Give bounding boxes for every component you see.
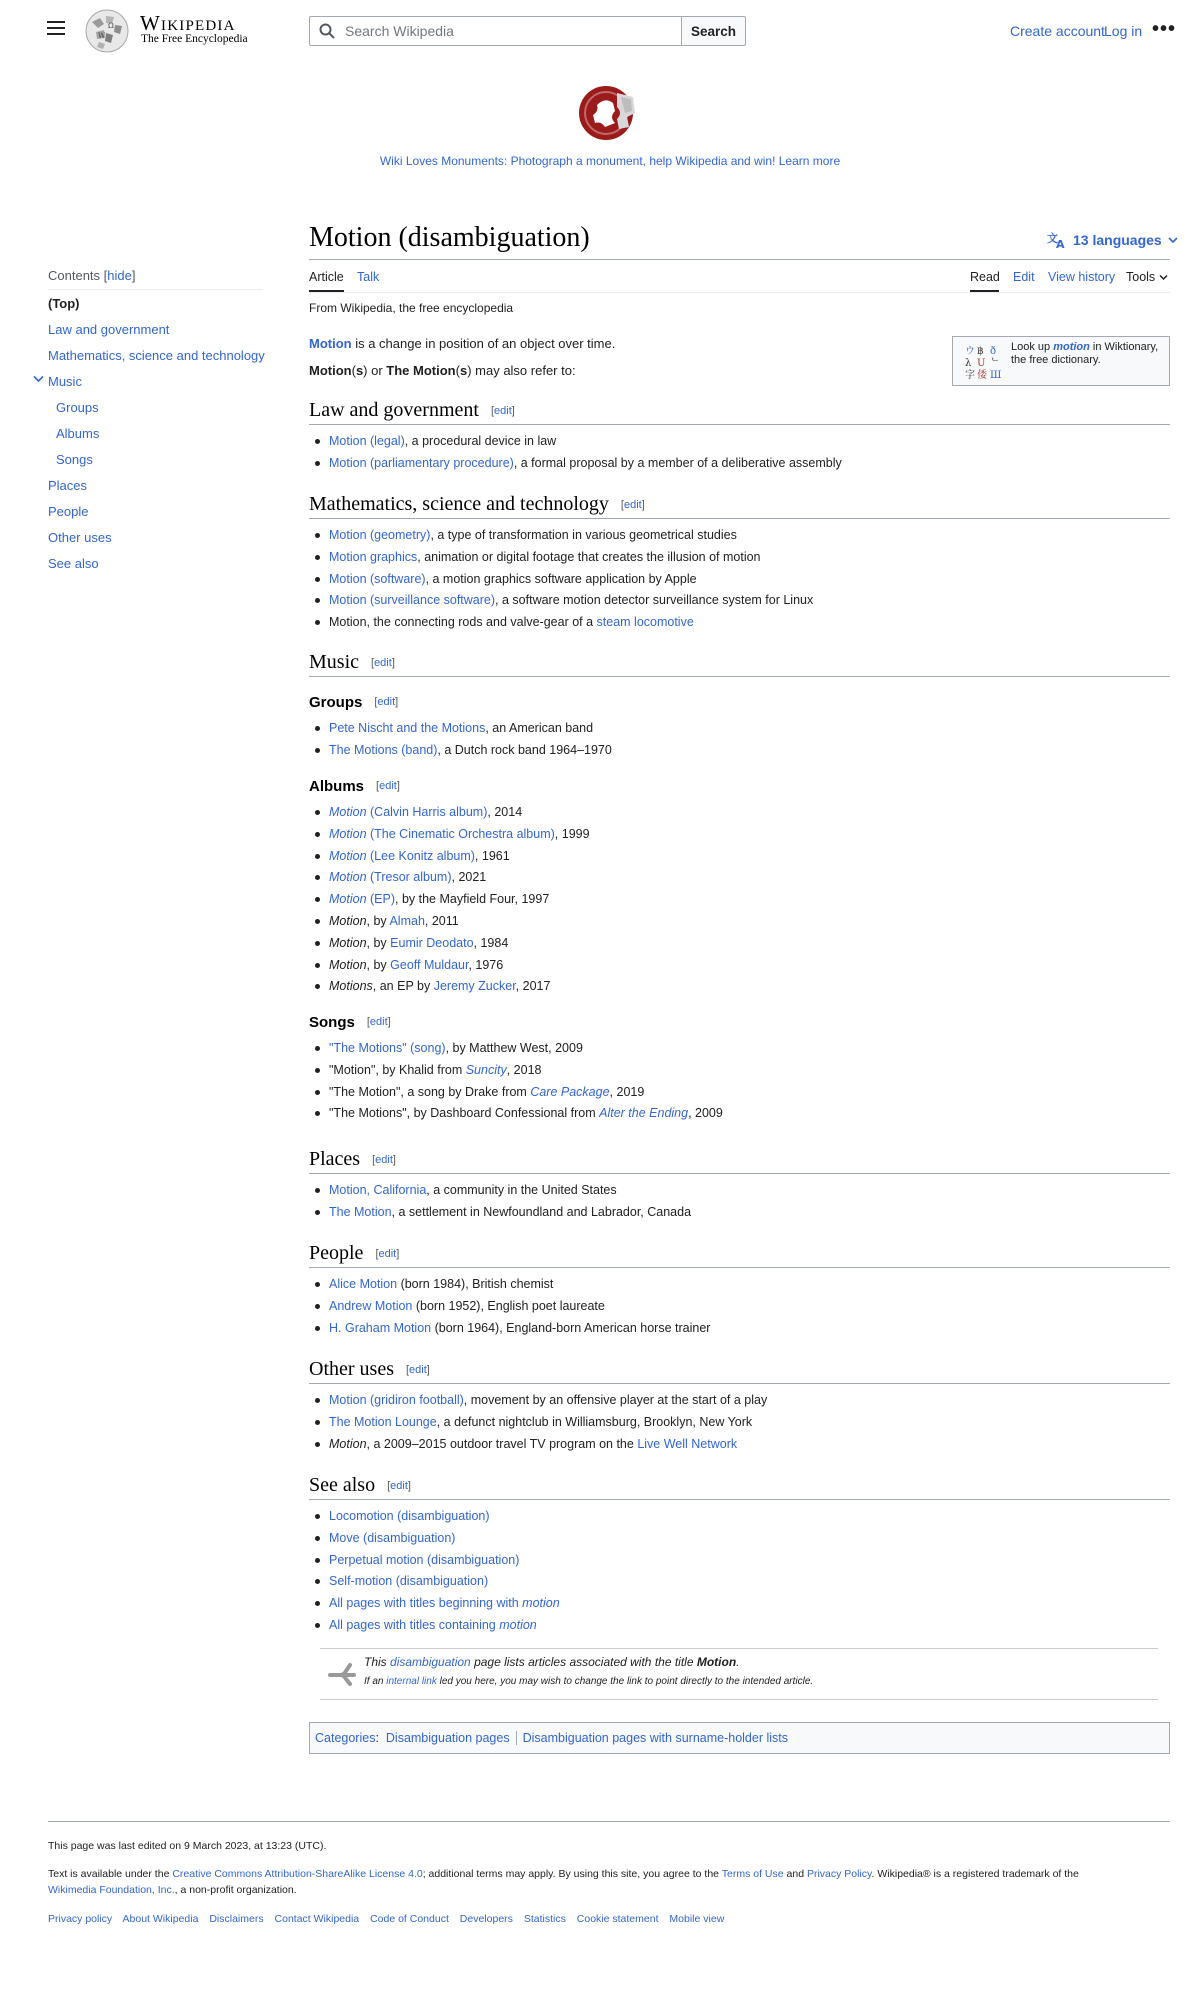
footer-link-about[interactable]: About Wikipedia (122, 1913, 199, 1925)
list-item (309, 1573, 560, 1595)
italic-title: Motion (329, 848, 367, 863)
bold-term: Motion (696, 1655, 737, 1669)
last-edited: This page was last edited on 9 March 2023, at 13:23 (UTC). (48, 1840, 327, 1852)
section-divider (309, 1499, 1170, 1500)
list-link[interactable]: Motion (software) (329, 571, 426, 586)
heading-text: See also (309, 1474, 376, 1496)
svg-text:λ: λ (965, 358, 972, 369)
heading-text: Mathematics, science and technology (309, 493, 609, 515)
list-link[interactable]: H. Graham Motion (329, 1320, 432, 1335)
text: page lists articles associated with the title (470, 1655, 697, 1669)
list-link[interactable]: steam locomotive (596, 615, 694, 630)
category-link[interactable]: Disambiguation pages with surname-holder lists (522, 1731, 788, 1745)
banner-campaign-link[interactable]: Wiki Loves Monuments: Photograph a monument, help Wikipedia and win! (379, 154, 776, 168)
footer-divider (48, 1821, 1170, 1822)
text: , 2009 (688, 1106, 723, 1121)
list-item (309, 1105, 723, 1127)
text: , a non-profit organization. (174, 1884, 297, 1896)
italic-title: Motion (329, 892, 367, 907)
text: "The Motions", by Dashboard Confessional from (329, 1106, 600, 1121)
text: , a defunct nightclub in Williamsburg, Brooklyn, New York (436, 1414, 753, 1429)
toc-collapse-icon[interactable] (33, 375, 44, 383)
list-item (309, 1530, 560, 1552)
list-albums (309, 804, 590, 1000)
svg-text:A: A (1056, 238, 1065, 249)
text: Look up (1011, 341, 1054, 353)
link-text: (Lee Konitz album) (366, 848, 475, 863)
toc-hide-link[interactable]: hide (107, 268, 132, 283)
section-heading-people: People [edit] (309, 1242, 400, 1264)
tab-edit[interactable]: Edit (1013, 270, 1035, 284)
disambiguation-link[interactable]: disambiguation (390, 1655, 471, 1669)
more-options-icon[interactable]: ••• (1152, 18, 1177, 40)
language-count: 13 languages (1073, 232, 1162, 248)
list-item (309, 571, 813, 593)
text: , by Matthew West, 2009 (445, 1041, 583, 1055)
list-link[interactable]: Motion graphics (329, 549, 418, 564)
link-text: All pages with titles beginning with (329, 1596, 523, 1611)
list-item (309, 1617, 560, 1639)
list-item (309, 1414, 767, 1436)
section-divider (309, 518, 1170, 519)
section-divider (309, 1267, 1170, 1268)
link-text: (Calvin Harris album) (366, 805, 488, 819)
list-item (309, 804, 590, 826)
text: , 2018 (506, 1062, 542, 1077)
list-item (309, 1084, 723, 1106)
create-account-link[interactable]: Create account (1010, 23, 1105, 39)
section-divider (309, 424, 1170, 425)
text: , a software motion detector surveillance system for Linux (495, 593, 814, 608)
italic-title: Motion (329, 957, 367, 972)
italic-title: Motion (329, 935, 367, 950)
intro-paragraph (309, 336, 615, 351)
list-link[interactable]: Motion, California (329, 1183, 427, 1197)
wikipedia-wordmark[interactable]: Wikipedia (140, 11, 236, 35)
heading-text: Music (309, 651, 359, 673)
list-link[interactable]: "The Motions" (song) (329, 1041, 446, 1055)
text: , movement by an offensive player at the start of a play (463, 1393, 768, 1407)
svg-text:Ш: Ш (990, 370, 1002, 381)
text: , animation or digital footage that creates the illusion of motion (417, 549, 761, 564)
toc-item-top[interactable]: (Top) (48, 296, 80, 311)
svg-text:倭: 倭 (977, 370, 987, 381)
toc-item-math[interactable]: Mathematics, science and technology (48, 348, 265, 363)
footer-link-developers[interactable]: Developers (459, 1913, 513, 1925)
edit-section-link[interactable]: edit (378, 1248, 397, 1260)
list-item (309, 1276, 710, 1298)
disambiguation-hint (364, 1676, 813, 1687)
text: , by (366, 935, 391, 950)
toc-item-other-uses[interactable]: Other uses (48, 530, 112, 545)
edit-section-link[interactable]: edit (374, 657, 392, 669)
title-divider (309, 259, 1170, 260)
list-item (309, 1040, 723, 1062)
italic-title: Motions (329, 979, 373, 994)
svg-text:W: W (98, 32, 106, 40)
disambiguation-notice (320, 1648, 1158, 1700)
list-people (309, 1276, 710, 1341)
site-header (0, 0, 1200, 60)
list-link[interactable]: Move (disambiguation) (329, 1530, 456, 1545)
text: , a settlement in Newfoundland and Labrador, Canada (391, 1204, 692, 1219)
text: led you here, you may wish to change the link to point directly to the intended article. (436, 1676, 814, 1687)
footer-link-cookie[interactable]: Cookie statement (576, 1913, 659, 1925)
text: . Wikipedia® is a registered trademark of the (871, 1868, 1079, 1880)
list-link[interactable]: Self-motion (disambiguation) (329, 1574, 489, 1589)
main-menu-icon[interactable] (47, 19, 67, 37)
categories-link[interactable]: Categories (315, 1731, 376, 1745)
section-divider (309, 676, 1170, 677)
license-text (48, 1866, 1170, 1898)
subsection-heading-albums: Albums [edit] (309, 778, 400, 795)
list-item (309, 592, 813, 614)
wikipedia-tagline: The Free Encyclopedia (141, 33, 248, 45)
list-item (309, 1436, 767, 1458)
text: "Motion", by Khalid from (329, 1062, 466, 1077)
toc-item-people[interactable]: People (48, 504, 89, 519)
list-item (309, 549, 813, 571)
footer-link-statistics[interactable]: Statistics (523, 1913, 566, 1925)
toc-item-law[interactable]: Law and government (48, 322, 170, 337)
bold-term: Motion (309, 363, 352, 378)
list-link[interactable]: Almah (389, 913, 425, 928)
text: ) or (363, 363, 387, 378)
section-heading-see-also: See also [edit] (309, 1474, 411, 1496)
tab-view-history[interactable]: View history (1048, 270, 1116, 284)
heading-text: Law and government (309, 399, 479, 421)
list-law (309, 433, 842, 477)
list-link[interactable]: Motion (geometry) (329, 528, 431, 542)
list-item (309, 1595, 560, 1617)
login-link[interactable]: Log in (1104, 23, 1143, 39)
footer-link-contact[interactable]: Contact Wikipedia (274, 1913, 360, 1925)
edit-section-link[interactable]: edit (494, 405, 512, 417)
text: , 2011 (424, 913, 459, 928)
text: , a community in the United States (426, 1183, 617, 1197)
list-link[interactable] (329, 805, 487, 819)
list-link[interactable]: The Motion (329, 1204, 392, 1219)
list-places (309, 1182, 691, 1226)
italic-term: motion (499, 1617, 537, 1632)
wiktionary-word-link[interactable]: motion (1053, 341, 1090, 353)
section-divider (309, 1173, 1170, 1174)
list-item (309, 935, 590, 957)
bold-term: s (355, 363, 364, 378)
list-link[interactable]: Suncity (465, 1062, 507, 1077)
banner-learn-more-link[interactable]: Learn more (778, 154, 841, 168)
text: This (364, 1655, 391, 1669)
text: , 1961 (474, 848, 510, 863)
list-link[interactable]: Motion (gridiron football) (329, 1393, 464, 1407)
list-item (309, 1298, 710, 1320)
svg-text:文: 文 (1047, 232, 1058, 245)
text: , a Dutch rock band 1964–1970 (437, 742, 612, 757)
list-link[interactable]: The Motion Lounge (329, 1414, 437, 1429)
text: ) may also refer to: (467, 363, 576, 378)
search-input[interactable] (343, 17, 673, 45)
list-link[interactable]: Care Package (530, 1084, 610, 1099)
heading-text: Other uses (309, 1358, 394, 1380)
list-item (309, 891, 590, 913)
intro-refer-line (309, 363, 576, 378)
heading-text: Groups (309, 694, 363, 711)
section-heading-math: Mathematics, science and technology [edit] (309, 493, 645, 515)
text: , 1984 (473, 935, 509, 950)
text: , 2021 (451, 870, 487, 885)
list-item (309, 978, 590, 1000)
footer-link-code-of-conduct[interactable]: Code of Conduct (370, 1913, 449, 1925)
list-groups (309, 720, 612, 764)
disambiguation-icon (328, 1661, 358, 1687)
list-link[interactable]: Andrew Motion (329, 1298, 413, 1313)
text: "The Motion", a song by Drake from (329, 1084, 531, 1099)
text: , by the Mayfield Four, 1997 (395, 892, 550, 907)
campaign-banner (0, 154, 1200, 168)
list-link[interactable] (329, 870, 452, 884)
list-item (309, 1508, 560, 1530)
italic-title: Motion (329, 913, 367, 928)
category-links (309, 1722, 1170, 1754)
heading-text: Songs (309, 1014, 355, 1031)
link-text: All pages with titles containing (329, 1617, 500, 1632)
list-item (309, 614, 813, 636)
list-link[interactable] (329, 1618, 537, 1632)
tabs-divider (309, 292, 1170, 293)
toc-item-groups[interactable]: Groups (56, 400, 99, 415)
wikimedia-foundation-link[interactable]: Wikimedia Foundation, Inc. (48, 1884, 175, 1896)
category-link[interactable]: Disambiguation pages (385, 1731, 510, 1745)
list-link[interactable] (329, 892, 395, 906)
list-item (309, 1182, 691, 1204)
text: in Wiktionary, the free dictionary. (1011, 341, 1159, 366)
text: ( (455, 363, 460, 378)
bold-term: s (459, 363, 468, 378)
text: , an EP by (372, 979, 434, 994)
footer-link-mobile-view[interactable]: Mobile view (669, 1913, 725, 1925)
subsection-heading-songs: Songs [edit] (309, 1014, 391, 1031)
text: , a type of transformation in various geometrical studies (430, 528, 737, 542)
section-heading-places: Places [edit] (309, 1148, 396, 1170)
search-button[interactable]: Search (681, 16, 746, 46)
search-icon (319, 23, 335, 39)
section-heading-music: Music [edit] (309, 651, 395, 673)
toc-item-see-also[interactable]: See also (48, 556, 99, 571)
text: (born 1984), British chemist (397, 1277, 554, 1291)
list-link[interactable]: Jeremy Zucker (433, 979, 516, 994)
heading-text: Albums (309, 778, 365, 795)
terms-of-use-link[interactable]: Terms of Use (721, 1868, 784, 1880)
list-link[interactable]: Geoff Muldaur (390, 957, 469, 972)
list-link[interactable]: Pete Nischt and the Motions (329, 721, 486, 735)
list-link[interactable]: Motion (legal) (329, 434, 405, 448)
edit-section-link[interactable]: edit (379, 780, 397, 792)
text: , a motion graphics software application by Apple (425, 571, 697, 586)
list-item (309, 1204, 691, 1226)
wiki-loves-monuments-logo[interactable] (575, 83, 643, 143)
edit-section-link[interactable]: edit (369, 1016, 388, 1028)
link-text: (The Cinematic Orchestra album) (366, 826, 555, 841)
list-item (309, 826, 590, 848)
edit-section-link[interactable]: edit (390, 1480, 408, 1492)
text: , 1976 (468, 957, 504, 972)
text: , 1999 (554, 826, 590, 841)
toc-item-songs[interactable]: Songs (56, 452, 93, 467)
list-link[interactable] (329, 827, 555, 841)
category-separator (516, 1731, 517, 1745)
list-item (309, 1062, 723, 1084)
list-item (309, 869, 590, 891)
text: , 2017 (515, 979, 551, 994)
list-link[interactable]: Motion (surveillance software) (329, 593, 496, 608)
list-link[interactable]: Alter the Ending (599, 1106, 689, 1121)
license-link[interactable]: Creative Commons Attribution-ShareAlike License 4.0 (172, 1868, 423, 1880)
italic-title: Motion (329, 805, 367, 819)
link-text: (EP) (366, 892, 396, 907)
intro-text: is a change in position of an object over time. (351, 336, 616, 351)
footer-links (48, 1913, 732, 1925)
svg-text:U: U (977, 358, 986, 369)
heading-text: Places (309, 1148, 361, 1170)
toc-item-albums[interactable]: Albums (56, 426, 100, 441)
edit-section-link[interactable]: edit (375, 1154, 393, 1166)
chevron-down-icon (1168, 236, 1178, 244)
text: , by (366, 913, 390, 928)
privacy-policy-link[interactable]: Privacy Policy (806, 1868, 872, 1880)
text: , 2014 (487, 805, 523, 819)
list-item (309, 1320, 710, 1342)
svg-text:฿: ฿ (977, 346, 984, 357)
section-heading-other-uses: Other uses [edit] (309, 1358, 430, 1380)
wiktionary-text (1011, 341, 1161, 367)
list-item (309, 433, 842, 455)
heading-text: People (309, 1242, 364, 1264)
text: , a formal proposal by a member of a deliberative assembly (513, 455, 842, 470)
section-heading-law: Law and government [edit] (309, 399, 515, 421)
italic-title: Motion (329, 870, 367, 885)
list-link[interactable]: Eumir Deodato (390, 935, 474, 950)
tools-label: Tools (1126, 270, 1156, 284)
page-title: Motion (disambiguation) (309, 222, 590, 253)
text: , by (366, 957, 391, 972)
text: : (375, 1731, 379, 1745)
italic-term: motion (522, 1596, 560, 1611)
list-link[interactable]: Motion (parliamentary procedure) (329, 455, 514, 470)
tab-talk[interactable]: Talk (357, 270, 380, 284)
list-link[interactable]: Alice Motion (329, 1277, 398, 1291)
list-link[interactable] (329, 849, 475, 863)
list-songs (309, 1040, 723, 1127)
text: ( (351, 363, 356, 378)
tab-article[interactable]: Article (309, 270, 344, 284)
tools-menu[interactable] (1126, 270, 1168, 284)
text: and (783, 1868, 807, 1880)
translate-icon (1047, 231, 1067, 249)
edit-section-link[interactable]: edit (409, 1364, 427, 1376)
wiktionary-logo-icon (963, 343, 1003, 381)
subsection-heading-groups: Groups [edit] (309, 694, 399, 711)
toc-item-places[interactable]: Places (48, 478, 88, 493)
internal-link-link[interactable]: internal link (386, 1676, 437, 1687)
list-item (309, 527, 813, 549)
search-field (309, 16, 682, 46)
tab-read[interactable]: Read (970, 270, 1000, 284)
site-subtitle: From Wikipedia, the free encyclopedia (309, 301, 514, 315)
text: (born 1964), England-born American horse trainer (431, 1320, 711, 1335)
language-button[interactable] (1047, 231, 1178, 249)
list-item (309, 1392, 767, 1414)
svg-text:字: 字 (965, 370, 975, 381)
list-item (309, 742, 612, 764)
footer-link-privacy[interactable]: Privacy policy (48, 1913, 113, 1925)
link-text: (Tresor album) (366, 870, 452, 885)
list-link[interactable]: The Motions (band) (329, 742, 438, 757)
text: . (736, 1655, 740, 1669)
list-other-uses (309, 1392, 767, 1457)
svg-text:ᄂ: ᄂ (990, 358, 1000, 369)
toc-divider (48, 289, 263, 290)
section-divider (309, 1383, 1170, 1384)
text: , a 2009–2015 outdoor travel TV program on the (366, 1436, 638, 1451)
text: , an American band (485, 721, 594, 735)
chevron-down-icon (1159, 274, 1168, 281)
list-link[interactable] (329, 1596, 560, 1610)
list-item (309, 848, 590, 870)
bold-term: The Motion (386, 363, 456, 378)
toc-item-music[interactable]: Music (48, 374, 82, 389)
svg-text:ウ: ウ (965, 346, 975, 357)
list-item (309, 455, 842, 477)
list-item (309, 913, 590, 935)
list-math (309, 527, 813, 636)
toc-title: Contents (48, 268, 101, 283)
intro-motion-link[interactable]: Motion (309, 336, 352, 351)
list-item (309, 957, 590, 979)
footer-link-disclaimers[interactable]: Disclaimers (209, 1913, 264, 1925)
svg-text:Ω: Ω (108, 22, 114, 30)
edit-section-link[interactable]: edit (377, 696, 396, 708)
italic-title: Motion (329, 826, 367, 841)
list-link[interactable]: Locomotion (disambiguation) (329, 1509, 490, 1523)
text: ; additional terms may apply. By using this site, you agree to the (422, 1868, 722, 1880)
list-link[interactable]: Live Well Network (637, 1436, 738, 1451)
text: Text is available under the (48, 1868, 173, 1880)
text: If an (364, 1676, 387, 1687)
text: Motion, the connecting rods and valve-gear of a (329, 615, 597, 630)
italic-title: Motion (329, 1436, 367, 1451)
edit-section-link[interactable]: edit (623, 499, 642, 511)
list-item (309, 720, 612, 742)
svg-text:ð: ð (990, 346, 997, 357)
toc-heading: Contents [hide] (48, 268, 136, 283)
text: , a procedural device in law (404, 434, 557, 448)
list-item (309, 1552, 560, 1574)
wiktionary-box (952, 336, 1170, 386)
list-see-also (309, 1508, 560, 1639)
list-link[interactable]: Perpetual motion (disambiguation) (329, 1552, 520, 1567)
text: , 2019 (609, 1084, 645, 1099)
disambiguation-text (364, 1655, 740, 1669)
wikipedia-globe-logo[interactable] (84, 8, 130, 54)
text: (born 1952), English poet laureate (412, 1298, 605, 1313)
